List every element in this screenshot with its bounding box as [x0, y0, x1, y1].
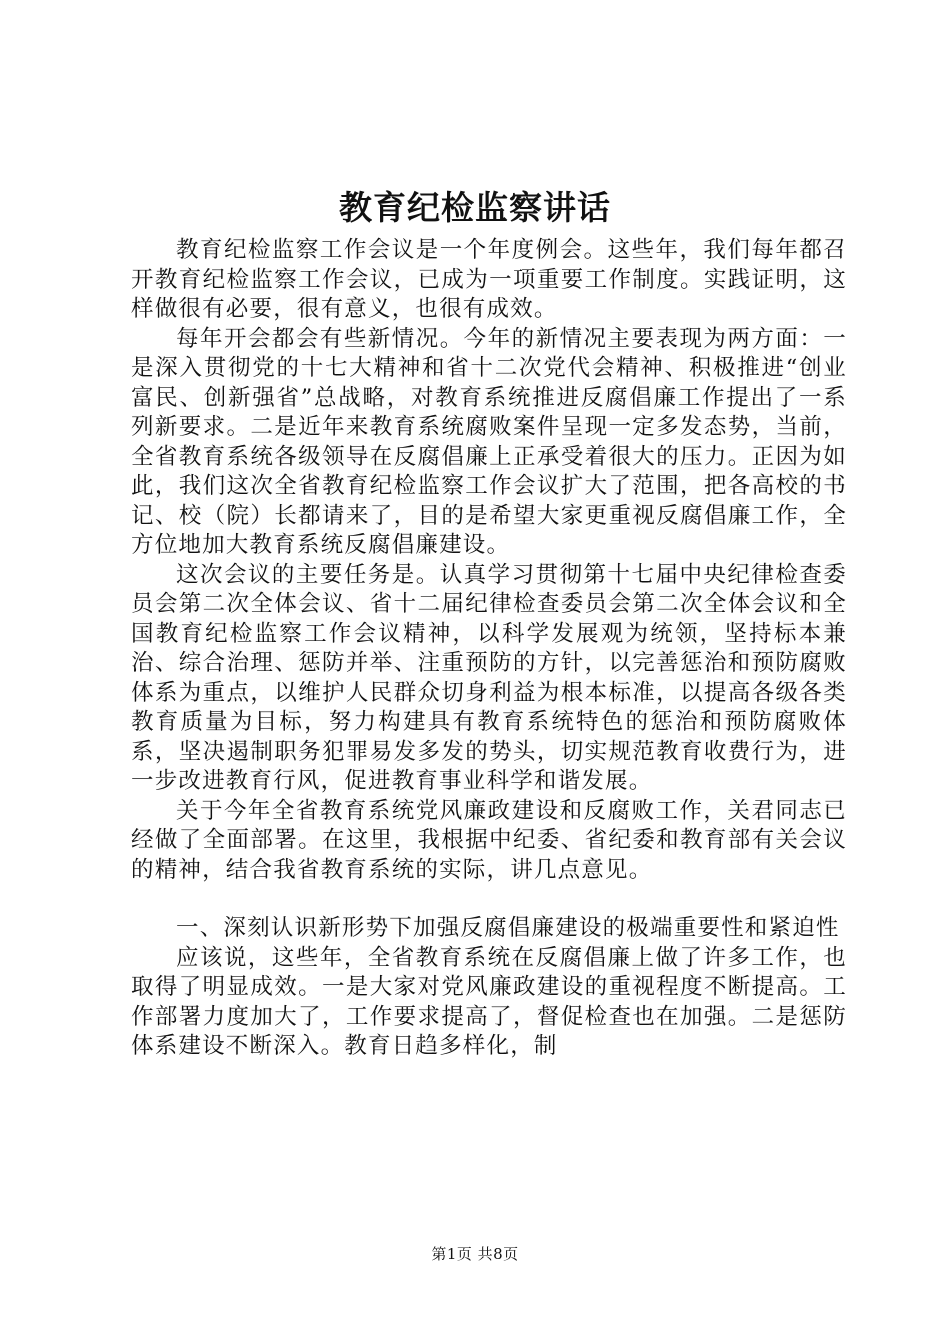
paragraph-achievements: 应该说，这些年，全省教育系统在反腐倡廉上做了许多工作，也取得了明显成效。一是大家对党风廉政建设的重视程度不断提高。工作部署力度加大了，工作要求提高了，督促检查也在加强。二是惩防体系建设不断深入。教育日趋多样化，制 — [131, 944, 847, 1059]
document-title: 教育纪检监察讲话 — [339, 188, 611, 227]
document-body — [131, 236, 847, 1062]
paragraph-main-task: 这次会议的主要任务是。认真学习贯彻第十七届中央纪律检查委员会第二次全体会议、省十二届纪律检查委员会第二次全体会议和全国教育纪检监察工作会议精神，以科学发展观为统领，坚持标本兼治、综合治理、惩防并举、注重预防的方针，以完善惩治和预防腐败体系为重点，以维护人民群众切身利益为根本标准，以提高各级各类教育质量为目标，努力构建具有教育系统特色的惩治和预防腐败体系，坚决遏制职务犯罪易发多发的势头，切实规范教育收费行为，进一步改进教育行风，促进教育事业科学和谐发展。 — [131, 561, 847, 794]
page-number-footer: 第1页 共8页 — [431, 1245, 519, 1263]
section-heading-one: 一、深刻认识新形势下加强反腐倡廉建设的极端重要性和紧迫性 — [176, 915, 840, 941]
paragraph-intro: 教育纪检监察工作会议是一个年度例会。这些年，我们每年都召开教育纪检监察工作会议，已成为一项重要工作制度。实践证明，这样做很有必要，很有意义，也很有成效。 — [131, 237, 847, 322]
paragraph-new-situation: 每年开会都会有些新情况。今年的新情况主要表现为两方面：一是深入贯彻党的十七大精神和省十二次党代会精神、积极推进“创业富民、创新强省”总战略，对教育系统推进反腐倡廉工作提出了一系列新要求。二是近年来教育系统腐败案件呈现一定多发态势，当前，全省教育系统各级领导在反腐倡廉上正承受着很大的压力。正因为如此，我们这次全省教育纪检监察工作会议扩大了范围，把各高校的书记、校（院）长都请来了，目的是希望大家更重视反腐倡廉工作，全方位地加大教育系统反腐倡廉建设。 — [131, 325, 847, 558]
paragraph-opinions: 关于今年全省教育系统党风廉政建设和反腐败工作，关君同志已经做了全面部署。在这里，我根据中纪委、省纪委和教育部有关会议的精神，结合我省教育系统的实际，讲几点意见。 — [131, 797, 847, 883]
